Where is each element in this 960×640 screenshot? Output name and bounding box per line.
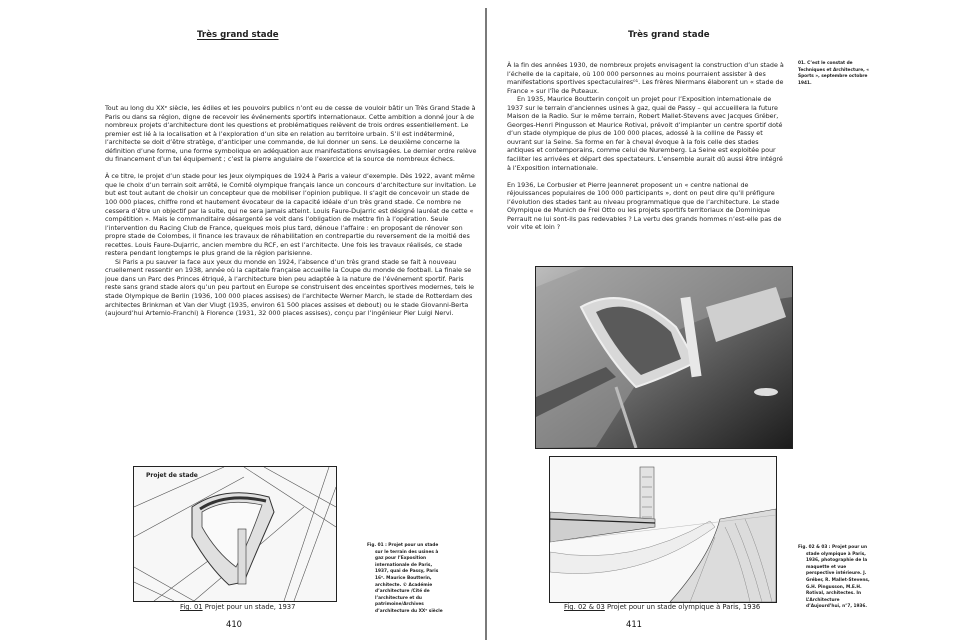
figure-01-drawing	[133, 466, 337, 602]
footnote: 01. C’est le constat de Techniques et Architecture, « Sports », septembre octobre 1941.	[798, 61, 870, 86]
body-text	[507, 61, 787, 240]
figure-caption-text: Projet pour un stade, 1937	[202, 603, 296, 611]
figure-03-interior-perspective	[549, 456, 777, 603]
page-number: 411	[626, 619, 642, 629]
running-head: Très grand stade	[628, 30, 710, 40]
figure-reference: Fig. 02 & 03	[564, 603, 605, 611]
figure-caption	[180, 603, 295, 611]
figure-side-note: Fig. 01 : Projet pour un stade sur le terrain des usines à gaz pour l’Exposition internationale de Paris, 1937, quai de Passy, Paris 16ᵉ. Maurice Boutterin, architecte. © Académie d’architecture /Cité de l’architecture et du patrimoine/Archives d’architecture du XXᵉ siècle	[367, 543, 443, 614]
figure-inset-label: Projet de stade	[146, 472, 198, 479]
paragraph: À ce titre, le projet d’un stade pour les Jeux olympiques de 1924 à Paris a valeur d’exemple. Dès 1922, avant même que le choix d’un terrain soit arrêté, le Comité olympique français lance un concours d’architecture sur invitation. Le but est tout autant de choisir un concepteur que de mobiliser l’opinion publique. Il s’agit de concevoir un stade de 100 000 places, chiffre rond et hautement évocateur de la capacité idéale d’un très grand stade. Ce nombre ne cessera d’être un objectif par la suite, qui ne sera jamais atteint. Louis Faure-Dujarric est désigné lauréat de cette « compétition ». Mais le commanditaire désargenté se voit dans l’obligation de mettre fin à l’opération. Seule l’intervention du Racing Club de France, quelques mois plus tard, dénoue l’affaire : en proposant de rénover son propre stade de Colombes, il finance les travaux de réhabilitation en contrepartie du reversement de la moitié des recettes. Louis Faure-Dujarric, ancien membre du RCF, en est l’architecte. Une fois les travaux réalisés, ce stade restera pendant longtemps le plus grand de la région parisienne.	[105, 172, 477, 258]
stadium-model-photo	[536, 267, 792, 448]
figure-caption	[564, 603, 760, 611]
paragraph: Si Paris a pu sauver la face aux yeux du monde en 1924, l’absence d’un très grand stade se fait à nouveau cruellement ressentir en 1938, année où la capitale française accueille la Coupe du monde de football. La finale se joue dans un Parc des Princes étriqué, à l’architecture bien peu adaptée à la nature de l’événement sportif. Paris reste sans grand stade alors qu’un peu partout en Europe se construisent des enceintes sportives modernes, tels le stade Olympique de Berlin (1936, 100 000 places assises) de l’architecte Werner March, le stade de Rotterdam des architectes Brinkman et Van der Vlugt (1935, environ 61 500 places assises et debout) ou le stade Giovanni-Berta (aujourd’hui Artemio-Franchi) à Florence (1931, 32 000 places assises), conçu par l’ingénieur Pier Luigi Nervi.	[105, 257, 475, 318]
running-head: Très grand stade	[197, 30, 279, 40]
stadium-interior-drawing	[550, 457, 776, 602]
paragraph: Tout au long du XXᵉ siècle, les édiles et les pouvoirs publics n’ont eu de cesse de vouloir bâtir un Très Grand Stade à Paris ou dans sa région, digne de recevoir les événements sportifs internationaux. Cette ambition a donné jour à de nombreux projets d’architecture dont les questions et problématiques relèvent de trois ordres essentiellement. Le premier est lié à la localisation et à l’exploration d’un site en relation au territoire urbain. S’il est indéterminé, l’architecte se doit d’être stratège, d’anticiper une commande, de lui donner un sens. Le deuxième concerne la définition d’une forme, une forme symbolique en adéquation aux manifestations envisagées. Le dernier ordre relève du financement d’un tel équipement ; c’est la pierre angulaire de l’exercice et la source de nombreux échecs.	[105, 104, 477, 164]
paragraph: À la fin des années 1930, de nombreux projets envisagent la construction d’un stade à l’échelle de la capitale, où 100 000 personnes au moins pourraient assister à des manifestations sportives spectaculaires⁰¹. Les frères Niermans élaborent un « stade de France » sur l’île de Puteaux.	[507, 61, 784, 95]
figure-side-note: Fig. 02 & 03 : Projet pour un stade olympique à Paris, 1936, photographie de la maquette et vue perspective intérieure. J. Gréber, R. Mallet-Stevens, G.H. Pingusson, M.E.H. Rotival, architectes. In L’Architecture d’Aujourd’hui, n°7, 1936.	[798, 545, 870, 610]
page-number: 410	[226, 619, 242, 629]
stadium-drawing-illustration	[134, 467, 336, 601]
figure-02-model-photo	[535, 266, 793, 449]
paragraph: En 1936, Le Corbusier et Pierre Jeanneret proposent un « centre national de réjouissances populaires de 100 000 participants », dont on peut dire qu’il préfigure l’évolution des stades tant au niveau programmatique que de l’architecture. Le stade Olympique de Munich de Frei Otto ou les projets sportifs territoriaux de Dominique Perrault ne lui sont-ils pas redevables ? La vertu des grands hommes n’est-elle pas de voir vite et loin ?	[507, 180, 782, 232]
figure-reference: Fig. 01	[180, 603, 203, 611]
body-text	[105, 104, 477, 326]
paragraph: En 1935, Maurice Boutterin conçoit un projet pour l’Exposition internationale de 1937 sur le terrain d’anciennes usines à gaz, quai de Passy – qui accueillera la future Maison de la Radio. Sur le même terrain, Robert Mallet-Stevens avec Jacques Gréber, Georges-Henri Pingusson et Maurice Rotival, prévoit d’implanter un centre sportif doté d’un stade olympique de plus de 100 000 places, adossé à la colline de Passy et ouvrant sur la Seine. Sa forme en fer à cheval évoque à la fois celle des stades antiques et contemporains, comme celui de Nuremberg. La Seine est exploitée pour faciliter les arrivées et départ des spectateurs. L’ensemble aurait dû aussi être intégré à l’Exposition internationale.	[507, 95, 783, 172]
figure-caption-text: Projet pour un stade olympique à Paris, 1936	[604, 603, 761, 611]
